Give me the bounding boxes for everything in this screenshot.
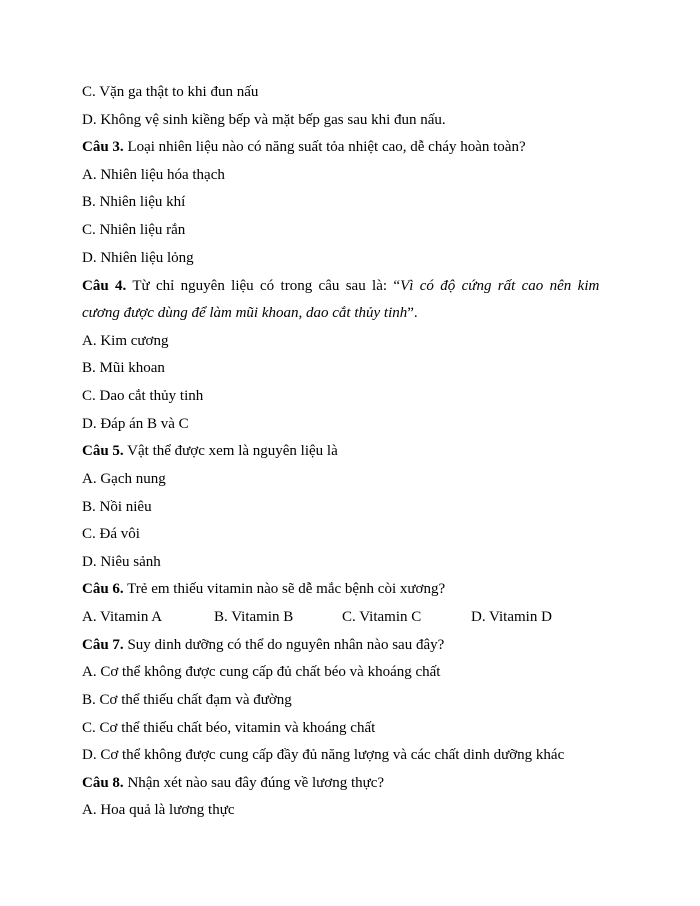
answer-option: C. Vitamin C xyxy=(342,609,422,625)
question-text: Từ chỉ nguyên liệu có trong câu sau là: “ xyxy=(126,278,401,294)
answer-option: B. Mũi khoan xyxy=(82,360,165,376)
answer-option: C. Cơ thể thiếu chất béo, vitamin và khoáng chất xyxy=(82,720,376,736)
answer-option: B. Vitamin B xyxy=(214,609,294,625)
question-label: Câu 4. xyxy=(82,278,127,294)
quoted-sentence: cương được dùng để làm mũi khoan, dao cắt thủy tinh xyxy=(82,305,408,321)
answer-option: B. Cơ thể thiếu chất đạm và đường xyxy=(82,692,292,708)
answer-option: D. Vitamin D xyxy=(471,609,552,625)
answer-option: D. Nhiên liệu lỏng xyxy=(82,250,194,266)
question-label: Câu 5. xyxy=(82,443,124,459)
question-7 xyxy=(82,635,620,655)
answer-option: C. Nhiên liệu rắn xyxy=(82,222,186,238)
question-label: Câu 6. xyxy=(82,581,124,597)
answer-option: A. Gạch nung xyxy=(82,471,166,487)
answer-option: C. Vặn ga thật to khi đun nấu xyxy=(82,84,259,100)
question-text: Trẻ em thiếu vitamin nào sẽ dễ mắc bệnh còi xương? xyxy=(123,581,446,597)
answer-option: A. Hoa quả là lương thực xyxy=(82,802,235,818)
answer-option: A. Kim cương xyxy=(82,333,169,349)
question-5 xyxy=(82,441,620,461)
question-label: Câu 3. xyxy=(82,139,124,155)
answer-option: D. Cơ thể không được cung cấp đầy đủ năng lượng và các chất dinh dưỡng khác xyxy=(82,747,565,763)
question-label: Câu 8. xyxy=(82,775,124,791)
question-4 xyxy=(82,276,620,296)
answer-option: D. Đáp án B và C xyxy=(82,416,189,432)
question-3 xyxy=(82,137,620,157)
question-text: Vật thể được xem là nguyên liệu là xyxy=(123,443,338,459)
question-text: ”. xyxy=(407,305,418,321)
question-text: Loại nhiên liệu nào có năng suất tỏa nhiệt cao, dễ cháy hoàn toàn? xyxy=(123,139,526,155)
question-6 xyxy=(82,579,620,599)
question-8 xyxy=(82,773,620,793)
answer-option: D. Niêu sảnh xyxy=(82,554,161,570)
question-text: Nhận xét nào sau đây đúng về lương thực? xyxy=(123,775,385,791)
answer-option: A. Vitamin A xyxy=(82,609,163,625)
answer-option: C. Dao cắt thủy tinh xyxy=(82,388,204,404)
answer-option: A. Nhiên liệu hóa thạch xyxy=(82,167,225,183)
answer-option: A. Cơ thể không được cung cấp đủ chất béo và khoáng chất xyxy=(82,664,441,680)
answer-option: B. Nồi niêu xyxy=(82,499,152,515)
question-text: Suy dinh dưỡng có thể do nguyên nhân nào sau đây? xyxy=(123,637,445,653)
question-4-continued xyxy=(82,303,620,323)
answer-option: D. Không vệ sinh kiềng bếp và mặt bếp gas sau khi đun nấu. xyxy=(82,112,446,128)
answer-option: B. Nhiên liệu khí xyxy=(82,194,186,210)
question-label: Câu 7. xyxy=(82,637,124,653)
answer-option: C. Đá vôi xyxy=(82,526,140,542)
quoted-sentence: Vì có độ cứng rất cao nên kim xyxy=(400,278,600,294)
